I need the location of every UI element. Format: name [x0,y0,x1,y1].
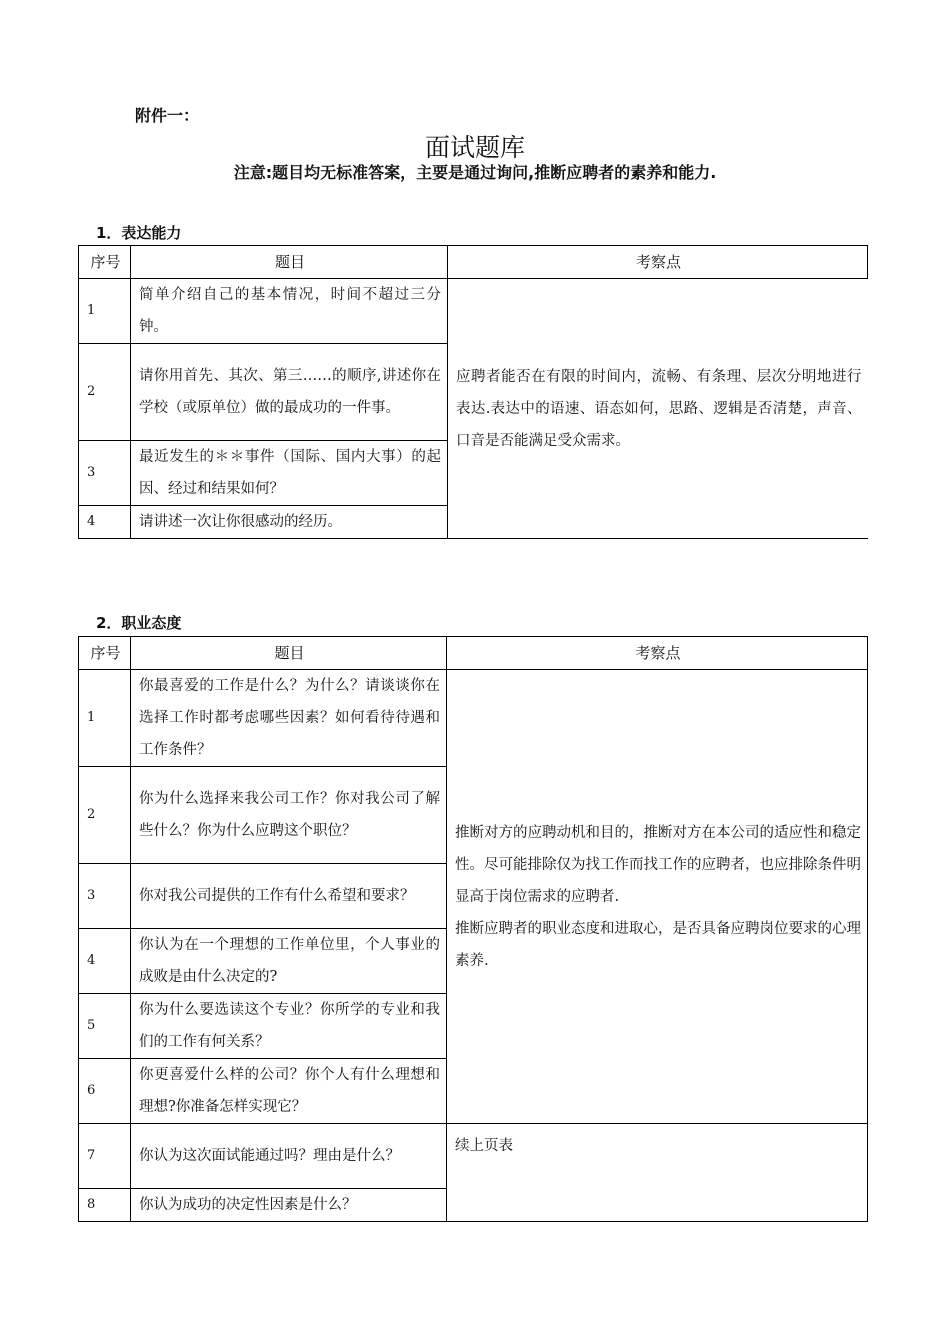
row-number: 2 [79,344,131,441]
question-cell: 你更喜爱什么样的公司？你个人有什么理想和理想?你准备怎样实现它？ [131,1059,447,1124]
question-cell: 最近发生的＊＊事件（国际、国内大事）的起因、经过和结果如何？ [131,441,448,506]
expression-table [78,245,868,539]
question-cell: 你对我公司提供的工作有什么希望和要求？ [131,864,447,929]
row-number: 2 [79,767,131,864]
question-cell: 你认为这次面试能通过吗？理由是什么？ [131,1124,447,1189]
row-number: 7 [79,1124,131,1189]
assessment-point-cell: 应聘者能否在有限的时间内，流畅、有条理、层次分明地进行表达.表达中的语速、语态如何，思路、逻辑是否清楚，声音、口音是否能满足受众需求。 [448,279,868,539]
col-header-question: 题目 [131,246,448,279]
question-cell: 请你用首先、其次、第三……的顺序,讲述你在学校（或原单位）做的最成功的一件事。 [131,344,448,441]
row-number: 1 [79,279,131,344]
attachment-label: 附件一： [135,106,200,125]
question-cell: 请讲述一次让你很感动的经历。 [131,506,448,539]
section-heading-expression: 1．表达能力 [96,224,182,242]
question-cell: 你认为成功的决定性因素是什么？ [131,1189,447,1222]
row-number: 4 [79,929,131,994]
question-cell: 你最喜爱的工作是什么？为什么？请谈谈你在选择工作时都考虑哪些因素？如何看待待遇和工作条件？ [131,670,447,767]
row-number: 4 [79,506,131,539]
col-header-question: 题目 [131,637,447,670]
row-number: 5 [79,994,131,1059]
row-number: 8 [79,1189,131,1222]
row-number: 3 [79,864,131,929]
assessment-point-paragraph: 推断对方的应聘动机和目的，推断对方在本公司的适应性和稳定性。尽可能排除仅为找工作而找工作的应聘者，也应排除条件明显高于岗位需求的应聘者. [455,824,861,905]
row-number: 6 [79,1059,131,1124]
row-number: 1 [79,670,131,767]
row-number: 3 [79,441,131,506]
question-cell: 简单介绍自己的基本情况，时间不超过三分钟。 [131,279,448,344]
page-note: 注意:题目均无标准答案，主要是通过询问,推断应聘者的素养和能力. [233,163,717,182]
attitude-table [78,636,868,1222]
continued-note-cell: 续上页表 [447,1124,868,1222]
col-header-point: 考察点 [448,246,868,279]
assessment-point-cell [447,670,868,1124]
col-header-no: 序号 [79,246,131,279]
question-cell: 你为什么选择来我公司工作？你对我公司了解些什么？你为什么应聘这个职位？ [131,767,447,864]
page-title: 面试题库 [424,133,525,162]
col-header-point: 考察点 [447,637,868,670]
section-heading-attitude: 2．职业态度 [96,614,182,632]
question-cell: 你认为在一个理想的工作单位里，个人事业的成败是由什么决定的? [131,929,447,994]
col-header-no: 序号 [79,637,131,670]
assessment-point-paragraph: 推断应聘者的职业态度和进取心，是否具备应聘岗位要求的心理素养. [455,920,861,969]
question-cell: 你为什么要选读这个专业？你所学的专业和我们的工作有何关系？ [131,994,447,1059]
